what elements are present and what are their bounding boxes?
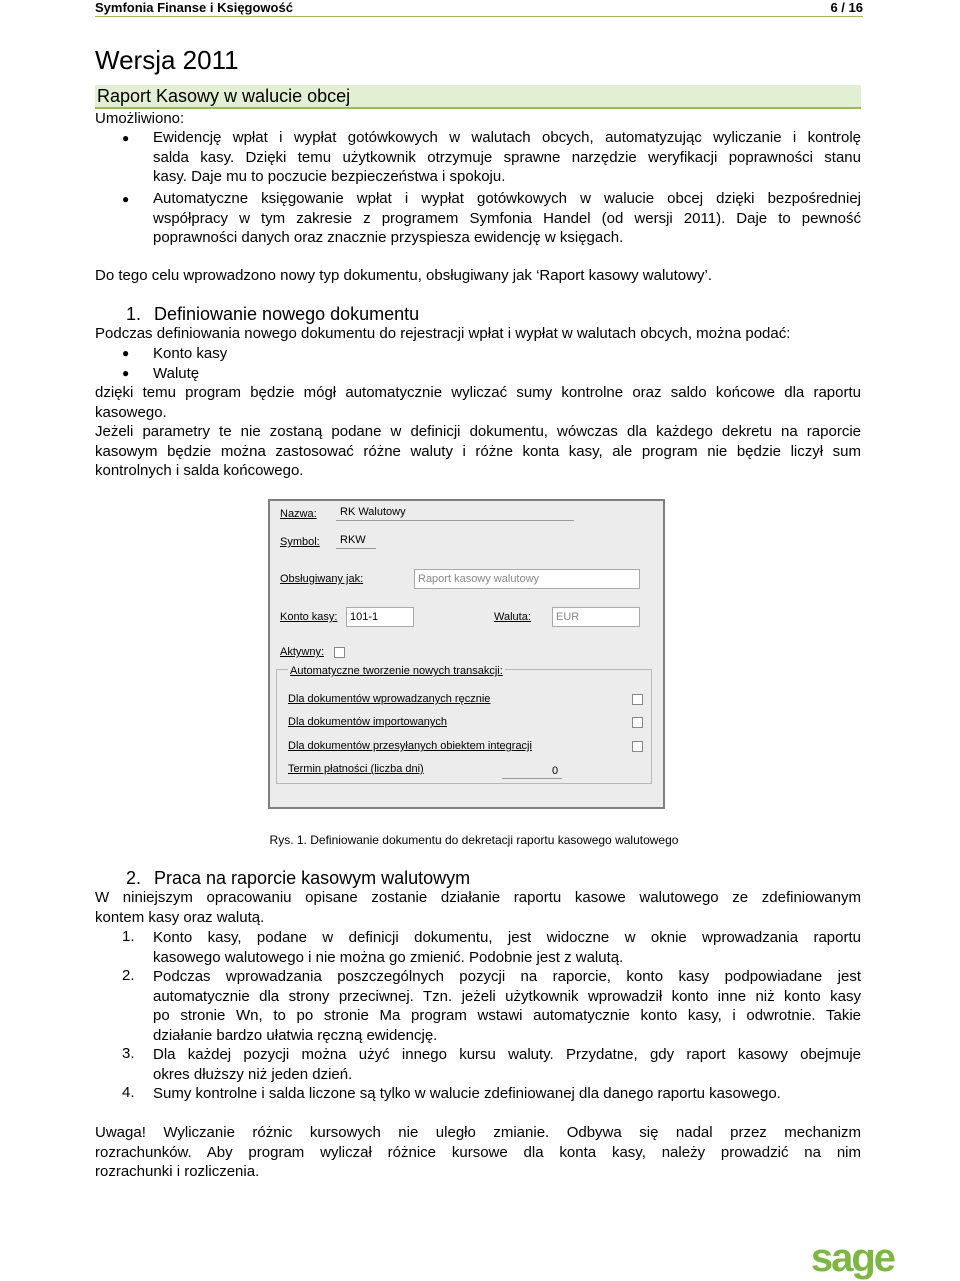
bullet-item xyxy=(153,189,861,248)
payment-term-underline xyxy=(502,778,562,779)
list-line: działanie bardzo ułatwia ręczną ewidencję. xyxy=(153,1026,438,1044)
bullet-line: Automatyczne księgowanie wpłat i wypłat gotówkowych w walucie obcej dzięki bezpośredniej xyxy=(153,190,861,207)
bullet-line: kasy. Daje mu to poczucie bezpieczeństwa i spokoju. xyxy=(153,168,506,185)
paragraph-line: kasowego. xyxy=(95,403,167,421)
section-heading-text: Raport Kasowy w walucie obcej xyxy=(97,86,351,106)
symbol-input[interactable]: RKW xyxy=(340,534,366,546)
list-item xyxy=(153,1084,861,1104)
list-item xyxy=(153,928,861,967)
bullet-icon: ● xyxy=(122,366,130,380)
heading-text: Praca na raporcie kasowym walutowym xyxy=(154,868,471,888)
note-line: Uwaga! Wyliczanie różnic kursowych nie uległo zmianie. Odbywa się nadal przez mechanizm xyxy=(95,1124,861,1141)
paragraph-line: kontem kasy oraz walutą. xyxy=(95,908,265,926)
bullet-icon: ● xyxy=(122,346,130,360)
list-item xyxy=(153,967,861,1045)
handled-as-select[interactable]: Raport kasowy walutowy xyxy=(414,569,640,589)
header-divider xyxy=(95,16,863,17)
heading-number: 2. xyxy=(126,868,142,888)
bullet-line: współpracy w tym zakresie z programem Symfonia Handel (od wersji 2011). Daje to pewność xyxy=(153,209,861,227)
list-number: 2. xyxy=(122,967,135,984)
bullet-item: Konto kasy xyxy=(153,345,228,362)
paragraph xyxy=(95,383,861,422)
currency-label: Waluta: xyxy=(494,611,531,623)
paragraph-line: W niniejszym opracowaniu opisane zostanie działanie raportu kasowe walutowego ze zdefiniowanym xyxy=(95,889,861,906)
list-number: 4. xyxy=(122,1084,135,1101)
active-checkbox[interactable] xyxy=(334,647,345,658)
payment-term-input[interactable]: 0 xyxy=(552,765,559,777)
list-item xyxy=(153,1045,861,1084)
name-input[interactable]: RK Walutowy xyxy=(340,506,406,518)
bullet-item: Walutę xyxy=(153,365,200,382)
paragraph xyxy=(95,888,861,927)
page-title: Wersja 2011 xyxy=(95,45,239,75)
sage-logo: sage xyxy=(810,1236,894,1280)
list-line: Dla każdej pozycji można użyć innego kursu waluty. Przydatne, gdy raport kasowy obejmuje xyxy=(153,1046,861,1063)
document-definition-form xyxy=(268,499,665,809)
list-line: okres dłuższy niż jeden dzień. xyxy=(153,1065,353,1083)
option-integration-label: Dla dokumentów przesyłanych obiektem integracji xyxy=(288,740,532,752)
option-integration-checkbox[interactable] xyxy=(632,741,643,752)
paragraph-line: kasowym będzie można zastosować różne waluty i różne konta kasy, ale program nie będzie liczył sum xyxy=(95,442,861,460)
heading-number: 1. xyxy=(126,304,142,324)
symbol-label: Symbol: xyxy=(280,536,320,548)
name-label: Nazwa: xyxy=(280,508,317,520)
paragraph xyxy=(95,422,861,481)
paragraph: Podczas definiowania nowego dokumentu do rejestracji wpłat i wypłat w walutach obcych, można podać: xyxy=(95,325,791,342)
note-line: rozrachunków. Aby program wyliczał różnice kursowe dla konta kasy, należy prowadzić na nim xyxy=(95,1143,861,1161)
option-manual-checkbox[interactable] xyxy=(632,694,643,705)
option-manual-label: Dla dokumentów wprowadzanych ręcznie xyxy=(288,693,491,705)
paragraph-line: Jeżeli parametry te nie zostaną podane w definicji dokumentu, wówczas dla każdego dekretu na raporcie xyxy=(95,423,861,440)
list-line: Podczas wprowadzania poszczególnych pozycji na raporcie, konto kasy podpowiadane jest xyxy=(153,968,861,985)
name-input-underline xyxy=(336,520,574,521)
figure-caption xyxy=(0,833,960,847)
header-title: Symfonia Finanse i Księgowość xyxy=(95,0,293,15)
page-number: 6 / 16 xyxy=(830,0,863,15)
list-line: automatycznie dla strony przeciwnej. Tzn. jeżeli użytkownik wprowadził konto inne niż konto kasy xyxy=(153,987,861,1005)
list-line: Konto kasy, podane w definicji dokumentu, jest widoczne w oknie wprowadzania raportu xyxy=(153,929,861,946)
bullet-icon: ● xyxy=(122,131,130,145)
cash-account-input[interactable]: 101-1 xyxy=(346,607,414,627)
paragraph: Do tego celu wprowadzono nowy typ dokumentu, obsługiwany jak ‘Raport kasowy walutowy’. xyxy=(95,267,712,284)
list-number: 3. xyxy=(122,1045,135,1062)
list-line: Sumy kontrolne i salda liczone są tylko w walucie zdefiniowanej dla danego raportu kasowego. xyxy=(153,1085,781,1102)
currency-select[interactable]: EUR xyxy=(552,607,640,627)
section-heading xyxy=(95,85,861,109)
list-number: 1. xyxy=(122,928,135,945)
cash-account-label: Konto kasy: xyxy=(280,611,338,623)
active-label: Aktywny: xyxy=(280,646,325,658)
intro-text: Umożliwiono: xyxy=(95,110,185,127)
option-imported-label: Dla dokumentów importowanych xyxy=(288,716,447,728)
list-line: po stronie Wn, to po stronie Ma program wstawi automatycznie konto kasy, i odwrotnie. Takie xyxy=(153,1007,861,1024)
note-paragraph xyxy=(95,1123,861,1182)
bullet-line: Ewidencję wpłat i wypłat gotówkowych w walutach obcych, automatyzując wyliczanie i kontrolę xyxy=(153,129,861,146)
note-line: rozrachunki i rozliczenia. xyxy=(95,1163,260,1180)
bullet-line: poprawności danych oraz znacznie przyspiesza ewidencję w księgach. xyxy=(153,229,624,246)
group-title: Automatyczne tworzenie nowych transakcji: xyxy=(290,665,503,677)
list-line: kasowego walutowego i nie można go zmienić. Podobnie jest z walutą. xyxy=(153,948,624,966)
page-header xyxy=(95,0,863,14)
payment-term-label: Termin płatności (liczba dni) xyxy=(288,763,424,775)
heading-text: Definiowanie nowego dokumentu xyxy=(154,304,420,324)
paragraph-line: kontrolnych i salda końcowego. xyxy=(95,462,304,479)
figure-caption-text: Rys. 1. Definiowanie dokumentu do dekretacji raportu kasowego walutowego xyxy=(269,833,679,847)
bullet-item xyxy=(153,128,861,187)
symbol-input-underline xyxy=(336,548,376,549)
bullet-line: salda kasy. Dzięki temu użytkownik otrzymuje sprawne narzędzie weryfikacji poprawności stanu xyxy=(153,148,861,166)
bullet-icon: ● xyxy=(122,192,130,206)
handled-as-label: Obsługiwany jak: xyxy=(280,573,364,585)
option-imported-checkbox[interactable] xyxy=(632,717,643,728)
paragraph-line: dzięki temu program będzie mógł automatycznie wyliczać sumy kontrolne oraz saldo końcowe dla raportu xyxy=(95,384,861,401)
